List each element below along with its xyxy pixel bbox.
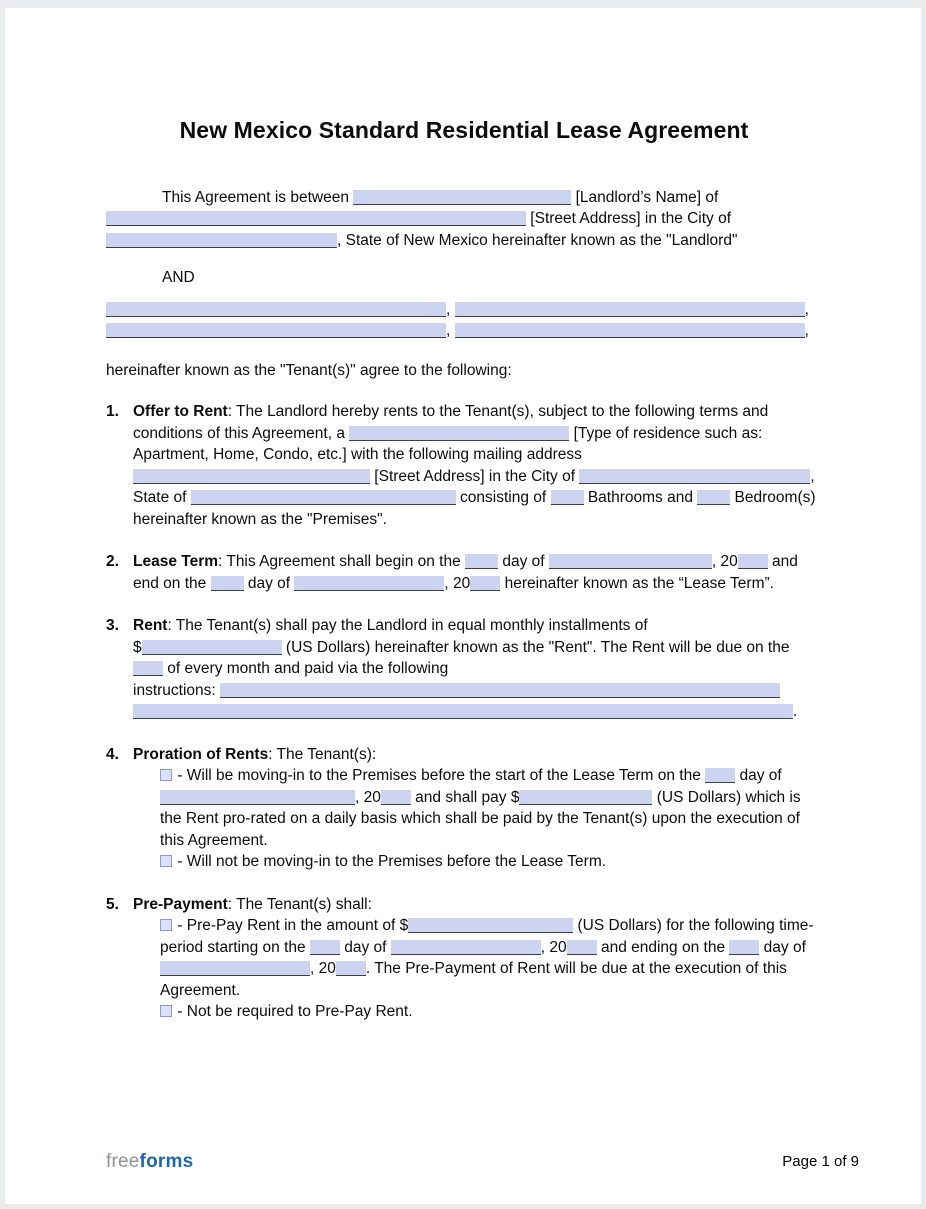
clause-title: Offer to Rent xyxy=(133,403,228,420)
text-run: : The Landlord hereby rents to the Tenant(s), subject to the following terms and conditions of this Agreement, a xyxy=(133,403,769,442)
numbered-clauses xyxy=(106,401,822,1023)
blank-field[interactable] xyxy=(133,661,163,676)
text-run: , xyxy=(804,322,809,339)
text-run: (US Dollars) hereinafter known as the "Rent". The Rent will be due on the xyxy=(281,638,790,656)
text-run: - Will not be moving-in to the Premises before the Lease Term. xyxy=(173,853,607,870)
blank-field[interactable] xyxy=(106,233,337,248)
item-number: 1. xyxy=(106,403,119,420)
clause-title: Rent xyxy=(133,617,168,634)
list-item-proration-of-rents xyxy=(106,744,822,873)
list-item-rent xyxy=(106,615,822,723)
text-run: , 20 xyxy=(310,960,336,977)
text-run: day of xyxy=(759,938,806,956)
blank-field[interactable] xyxy=(353,190,571,205)
text-run: and end on the xyxy=(133,553,798,592)
text-run: Bathrooms and xyxy=(583,489,698,506)
text-run: Bedroom(s) hereinafter known as the "Premises". xyxy=(133,489,816,528)
text-run: day of xyxy=(243,574,295,592)
blank-field[interactable] xyxy=(142,640,282,655)
blank-field[interactable] xyxy=(455,323,805,338)
blank-field[interactable] xyxy=(705,768,735,783)
text-run: and shall pay $ xyxy=(410,788,520,806)
text-run: , State of New Mexico hereinafter known as the "Landlord" xyxy=(337,231,738,249)
blank-field[interactable] xyxy=(470,576,500,591)
checkbox-option-not-moving-in xyxy=(160,851,822,873)
text-run: : The Tenant(s): xyxy=(268,745,377,763)
text-run: [Type of residence such as: Apartment, Home, Condo, etc.] with the following mailing address xyxy=(133,424,763,463)
checkbox-option-moving-in xyxy=(160,765,822,851)
blank-field[interactable] xyxy=(133,469,370,484)
item-number: 3. xyxy=(106,617,119,634)
list-item-lease-term xyxy=(106,551,822,594)
item-number: 5. xyxy=(106,895,119,913)
blank-field[interactable] xyxy=(310,940,340,955)
text-run: , xyxy=(446,322,455,339)
and-label: AND xyxy=(162,269,195,286)
blank-field[interactable] xyxy=(211,576,244,591)
list-item-offer-to-rent xyxy=(106,401,822,530)
text-run: : The Tenant(s) shall pay the Landlord in equal monthly installments of xyxy=(167,617,648,634)
freeforms-logo xyxy=(106,1151,193,1173)
item-body xyxy=(133,615,822,723)
blank-field[interactable] xyxy=(391,940,541,955)
text-run: This Agreement is between xyxy=(162,188,354,206)
checkbox[interactable] xyxy=(160,1005,172,1017)
text-run: , xyxy=(804,300,809,318)
blank-field[interactable] xyxy=(133,704,793,719)
document-title: New Mexico Standard Residential Lease Agreement xyxy=(179,117,749,143)
text-run: , 20 xyxy=(540,938,567,956)
text-run: , 20 xyxy=(444,574,471,592)
blank-field[interactable] xyxy=(465,554,498,569)
blank-field[interactable] xyxy=(738,554,768,569)
text-run: day of xyxy=(339,938,391,956)
text-run: - Will be moving-in to the Premises before the start of the Lease Term on the xyxy=(173,767,706,784)
blank-field[interactable] xyxy=(106,323,446,338)
item-number: 4. xyxy=(106,745,119,763)
blank-field[interactable] xyxy=(191,490,456,505)
text-run: (US Dollars) for the following time-period starting on the xyxy=(160,917,814,956)
blank-field[interactable] xyxy=(381,790,411,805)
blank-field[interactable] xyxy=(455,302,805,317)
blank-field[interactable] xyxy=(220,683,780,698)
clause-title: Lease Term xyxy=(133,553,219,570)
page-indicator: Page 1 of 9 xyxy=(782,1152,859,1170)
blank-field[interactable] xyxy=(294,576,444,591)
text-run: $ xyxy=(133,638,142,656)
brand-forms: forms xyxy=(139,1150,194,1172)
text-run: of every month and paid via the following xyxy=(163,660,449,677)
text-run: [Street Address] in the City of xyxy=(526,210,732,227)
checkbox[interactable] xyxy=(160,919,172,931)
text-run: instructions: xyxy=(133,681,221,699)
text-run: - Not be required to Pre-Pay Rent. xyxy=(173,1003,413,1020)
brand-free: free xyxy=(106,1150,140,1172)
checkbox-option-pre-pay xyxy=(160,915,822,1001)
checkbox[interactable] xyxy=(160,769,172,781)
checkbox-option-no-pre-pay xyxy=(160,1001,822,1023)
text-run: (US Dollars) which is the Rent pro-rated on a daily basis which shall be paid by the Tenant(s) upon the execution of this Agreement. xyxy=(160,788,801,849)
blank-field[interactable] xyxy=(106,211,526,226)
item-body xyxy=(133,401,822,530)
blank-field[interactable] xyxy=(551,490,584,505)
clause-title: Pre-Payment xyxy=(133,895,228,913)
text-run: , xyxy=(446,300,455,318)
tenant-note: hereinafter known as the "Tenant(s)" agree to the following: xyxy=(106,361,512,379)
text-run: : The Tenant(s) shall: xyxy=(227,895,372,913)
text-run: . xyxy=(793,703,798,720)
text-run: , State of xyxy=(133,467,815,506)
blank-field[interactable] xyxy=(697,490,730,505)
checkbox[interactable] xyxy=(160,855,172,867)
item-body xyxy=(133,551,822,594)
text-run: . The Pre-Payment of Rent will be due at the execution of this Agreement. xyxy=(160,960,787,999)
blank-field[interactable] xyxy=(349,426,569,441)
blank-field[interactable] xyxy=(408,918,573,933)
blank-field[interactable] xyxy=(160,961,310,976)
text-run: , 20 xyxy=(711,553,738,570)
item-body xyxy=(133,744,822,766)
text-run: hereinafter known as the “Lease Term”. xyxy=(500,574,774,592)
text-run: : This Agreement shall begin on the xyxy=(218,553,466,570)
tenant-name-line-2 xyxy=(106,320,822,342)
blank-field[interactable] xyxy=(336,961,366,976)
blank-field[interactable] xyxy=(160,790,355,805)
text-run: [Street Address] in the City of xyxy=(370,467,580,485)
text-run: day of xyxy=(735,767,782,784)
blank-field[interactable] xyxy=(729,940,759,955)
tenant-name-line-1 xyxy=(106,299,822,321)
text-run: consisting of xyxy=(455,489,551,506)
item-body xyxy=(133,894,822,916)
text-run: [Landlord’s Name] of xyxy=(571,188,719,206)
page-footer xyxy=(106,1151,859,1173)
clause-title: Proration of Rents xyxy=(133,745,269,763)
text-run: - Pre-Pay Rent in the amount of $ xyxy=(173,917,409,934)
blank-field[interactable] xyxy=(549,554,712,569)
item-number: 2. xyxy=(106,553,119,570)
text-run: , 20 xyxy=(355,788,381,806)
text-run: and ending on the xyxy=(596,938,730,956)
blank-field[interactable] xyxy=(519,790,652,805)
list-item-pre-payment xyxy=(106,894,822,1023)
intro-paragraph xyxy=(106,187,822,252)
blank-field[interactable] xyxy=(579,469,810,484)
blank-field[interactable] xyxy=(106,302,446,317)
blank-field[interactable] xyxy=(567,940,597,955)
text-run: day of xyxy=(498,553,549,570)
document-page xyxy=(5,8,921,1204)
